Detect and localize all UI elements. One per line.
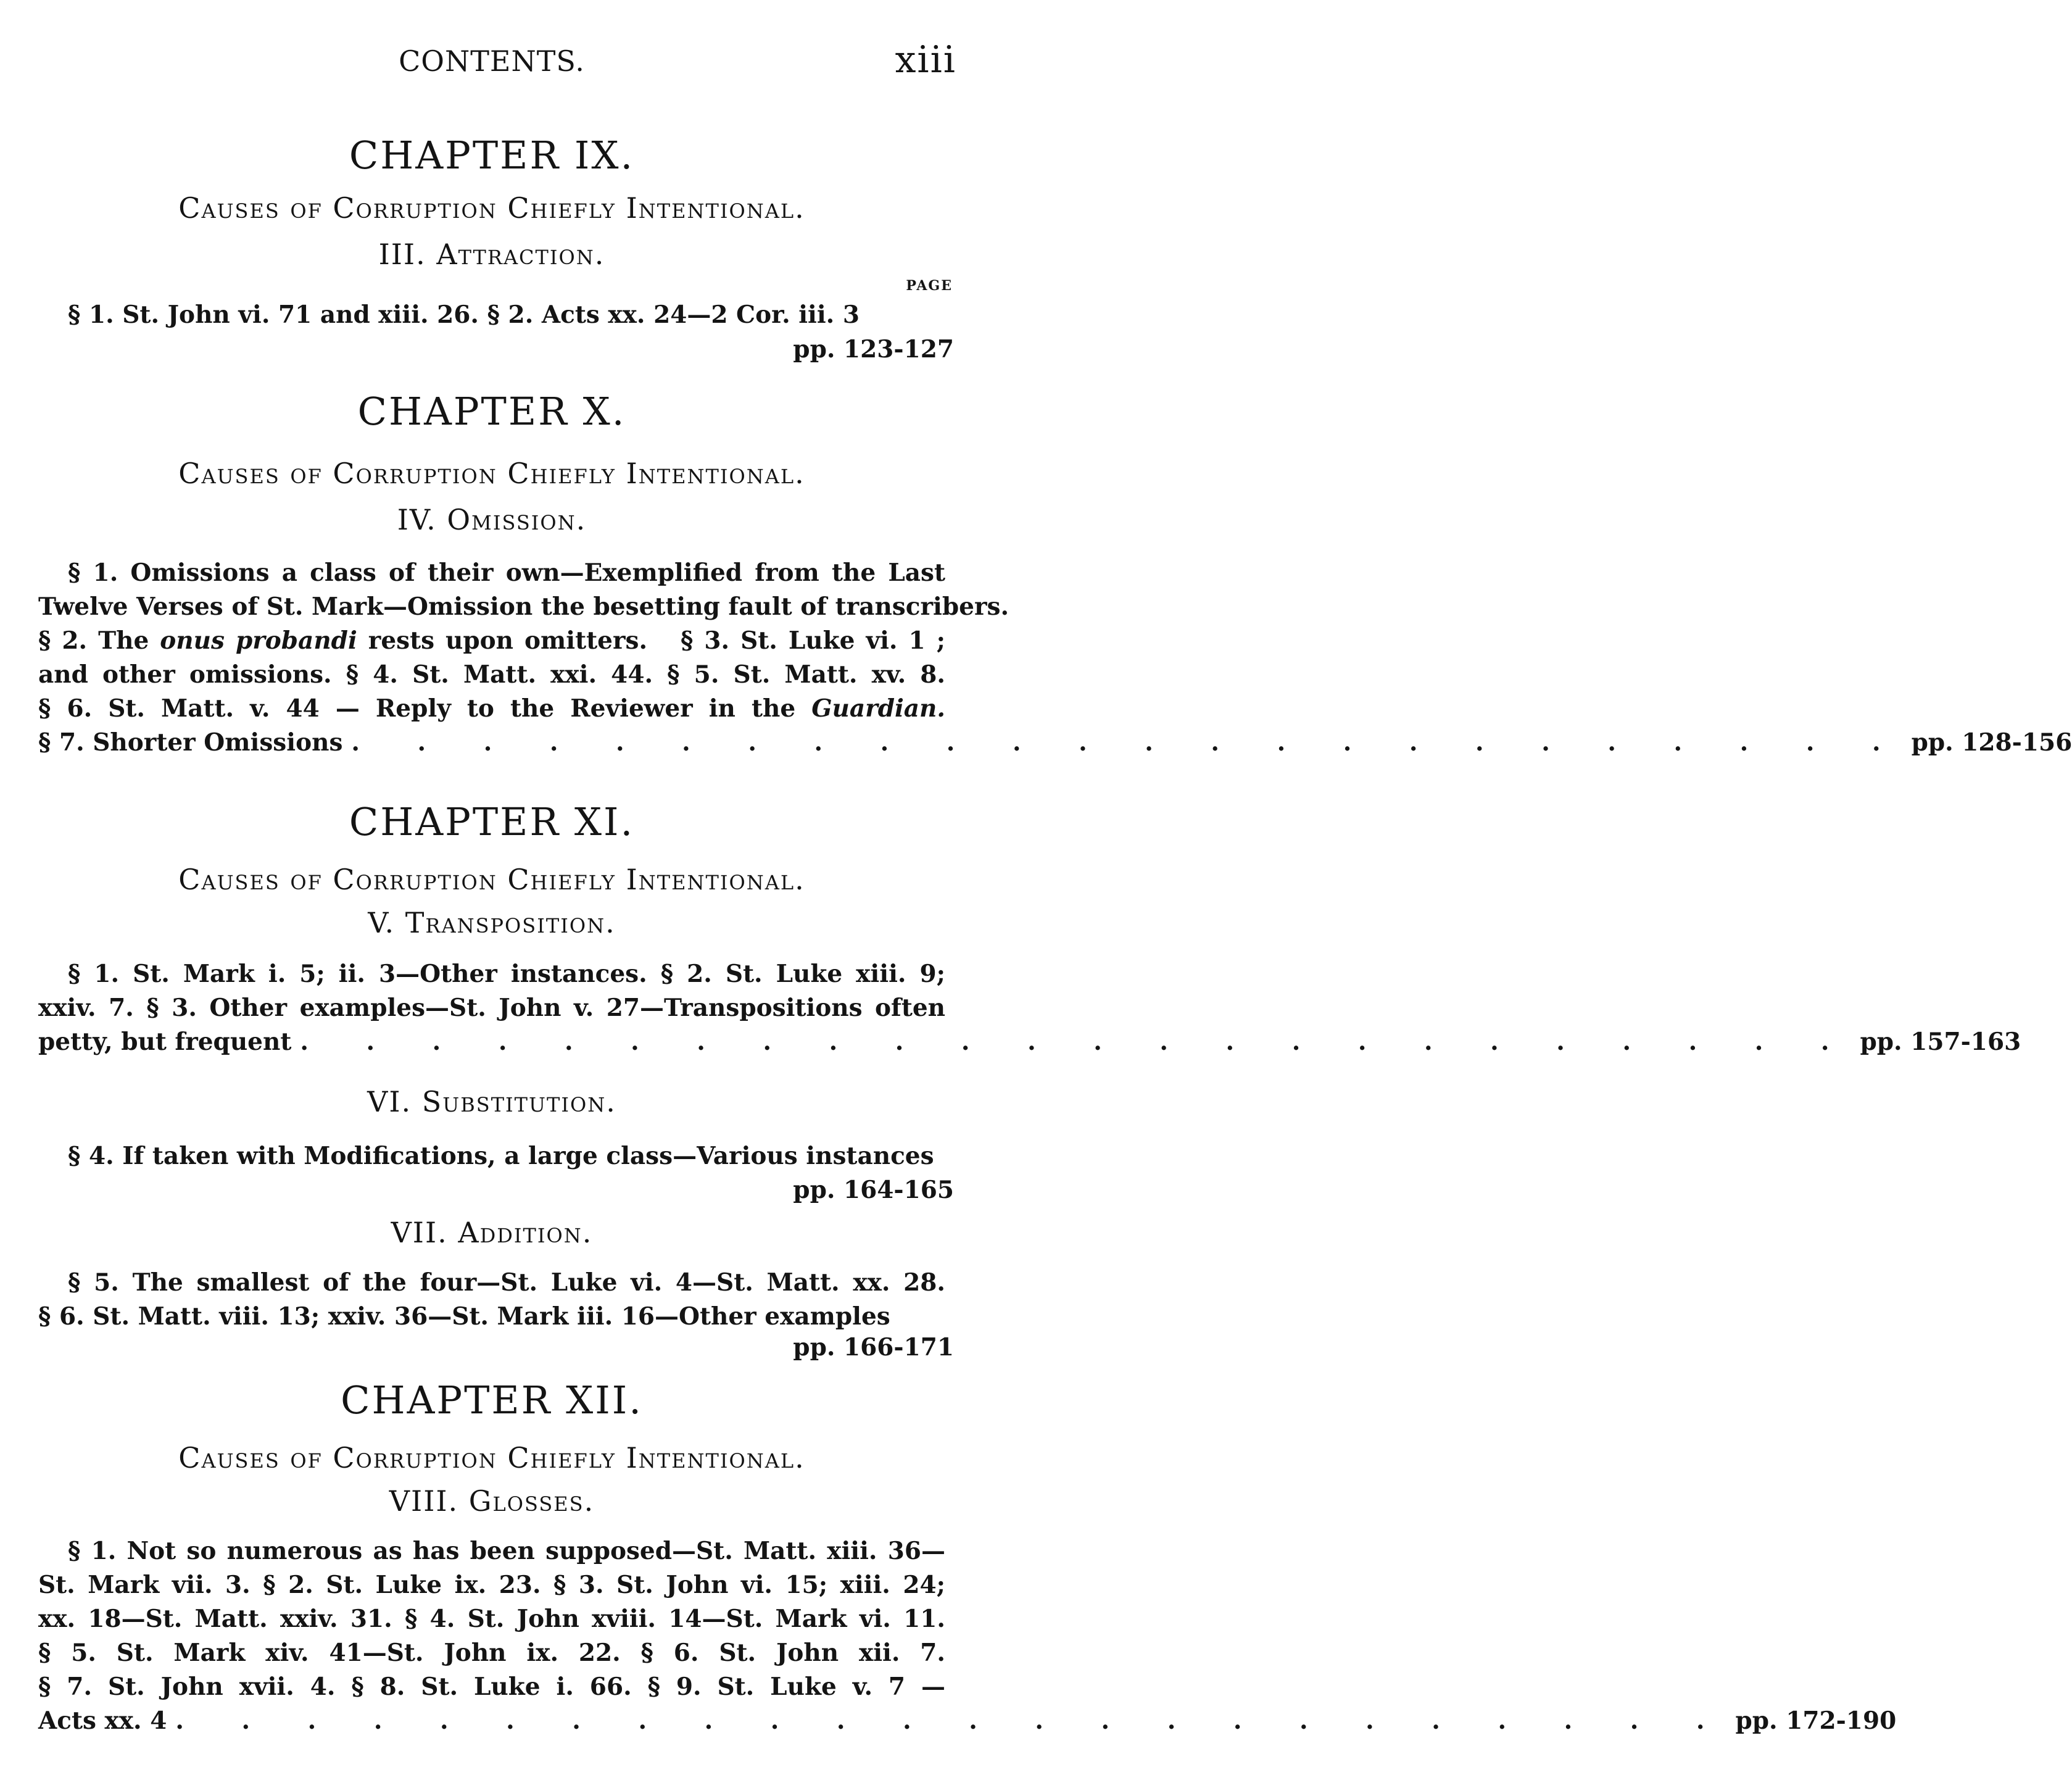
chapter-12-cause: Causes of Corruption Chiefly Intentional. <box>178 1441 805 1474</box>
chapter-11-section-addition: VII. Addition. <box>391 1216 593 1249</box>
chapter-12-heading: CHAPTER XII. <box>341 1378 643 1423</box>
chapter-10-last-line <box>38 728 2072 757</box>
running-head-page-number: xiii <box>895 38 956 81</box>
page-column-label: PAGE <box>906 278 953 294</box>
chapter-10-last-text: § 7. Shorter Omissions <box>38 728 343 757</box>
chapter-10-line-1: § 1. Omissions a class of their own—Exemplified from the Last <box>68 559 945 587</box>
transposition-last-text: petty, but frequent <box>38 1028 292 1056</box>
chapter-9-pages: pp. 123-127 <box>793 335 954 364</box>
transposition-pages: pp. 157-163 <box>1860 1028 2021 1056</box>
chapter-10-cause: Causes of Corruption Chiefly Intentional. <box>178 457 805 490</box>
running-head-title: CONTENTS. <box>399 44 585 78</box>
chapter-10-line-3-b: rests upon omitters. <box>368 626 648 655</box>
chapter-10-line-3 <box>38 626 945 655</box>
chapter-11-heading: CHAPTER XI. <box>349 799 635 844</box>
chapter-9-line-1: § 1. St. John vi. 71 and xiii. 26. § 2. Acts xx. 24—2 Cor. iii. 3 <box>68 301 860 329</box>
addition-line-2: § 6. St. Matt. viii. 13; xxiv. 36—St. Mark iii. 16—Other examples <box>38 1302 890 1331</box>
chapter-11-section-transposition: V. Transposition. <box>368 906 616 939</box>
chapter-12-last-text: Acts xx. 4 <box>38 1707 167 1735</box>
chapter-10-line-5-a: § 6. St. Matt. v. 44 — Reply to the Reviewer in the <box>38 694 796 723</box>
chapter-12-line-5: § 7. St. John xvii. 4. § 8. St. Luke i. 66. § 9. St. Luke v. 7 — <box>38 1673 945 1701</box>
leader-dots: . . . . . . . . . . . . . . . . . . . . . . . . <box>300 1028 1854 1056</box>
chapter-12-last-line <box>38 1707 1897 1735</box>
chapter-10-line-5 <box>38 694 945 723</box>
chapter-12-line-3: xx. 18—St. Matt. xxiv. 31. § 4. St. John xviii. 14—St. Mark vi. 11. <box>38 1605 945 1633</box>
chapter-11-transposition-last-line <box>38 1028 2021 1056</box>
chapter-12-line-2: St. Mark vii. 3. § 2. St. Luke ix. 23. § 3. St. John vi. 15; xiii. 24; <box>38 1571 945 1599</box>
chapter-10-pages: pp. 128-156 <box>1911 728 2072 757</box>
chapter-12-line-1: § 1. Not so numerous as has been supposed—St. Matt. xiii. 36— <box>68 1537 945 1565</box>
chapter-10-line-3-c: § 3. St. Luke vi. 1 ; <box>681 626 946 655</box>
chapter-12-pages: pp. 172-190 <box>1735 1707 1897 1735</box>
chapter-11-section-substitution: VI. Substitution. <box>367 1085 616 1118</box>
chapter-11-cause: Causes of Corruption Chiefly Intentional. <box>178 863 805 896</box>
guardian-title: Guardian. <box>811 694 945 723</box>
substitution-pages: pp. 164-165 <box>793 1176 954 1204</box>
chapter-9-heading: CHAPTER IX. <box>349 133 635 178</box>
chapter-10-section: IV. Omission. <box>397 503 587 536</box>
chapter-11-line-1: § 1. St. Mark i. 5; ii. 3—Other instances. § 2. St. Luke xiii. 9; <box>68 960 945 988</box>
chapter-10-line-2: Twelve Verses of St. Mark—Omission the besetting fault of transcribers. <box>38 593 1009 621</box>
substitution-line-1: § 4. If taken with Modifications, a large class—Various instances <box>68 1142 934 1170</box>
chapter-10-heading: CHAPTER X. <box>357 389 626 434</box>
onus-probandi-phrase: onus probandi <box>160 626 357 655</box>
chapter-12-section: VIII. Glosses. <box>389 1484 595 1518</box>
chapter-9-cause: Causes of Corruption Chiefly Intentional. <box>178 191 805 225</box>
chapter-9-section: III. Attraction. <box>378 238 605 271</box>
leader-dots: . . . . . . . . . . . . . . . . . . . . . . . . <box>351 728 1905 757</box>
addition-line-1: § 5. The smallest of the four—St. Luke vi. 4—St. Matt. xx. 28. <box>68 1268 945 1297</box>
chapter-10-line-4: and other omissions. § 4. St. Matt. xxi. 44. § 5. St. Matt. xv. 8. <box>38 660 945 689</box>
addition-pages: pp. 166-171 <box>793 1333 954 1362</box>
chapter-12-line-4: § 5. St. Mark xiv. 41—St. John ix. 22. § 6. St. John xii. 7. <box>38 1639 945 1667</box>
leader-dots: . . . . . . . . . . . . . . . . . . . . . . . . <box>175 1707 1730 1735</box>
chapter-11-line-2: xxiv. 7. § 3. Other examples—St. John v. 27—Transpositions often <box>38 994 945 1022</box>
chapter-10-line-3-a: § 2. The <box>38 626 149 655</box>
